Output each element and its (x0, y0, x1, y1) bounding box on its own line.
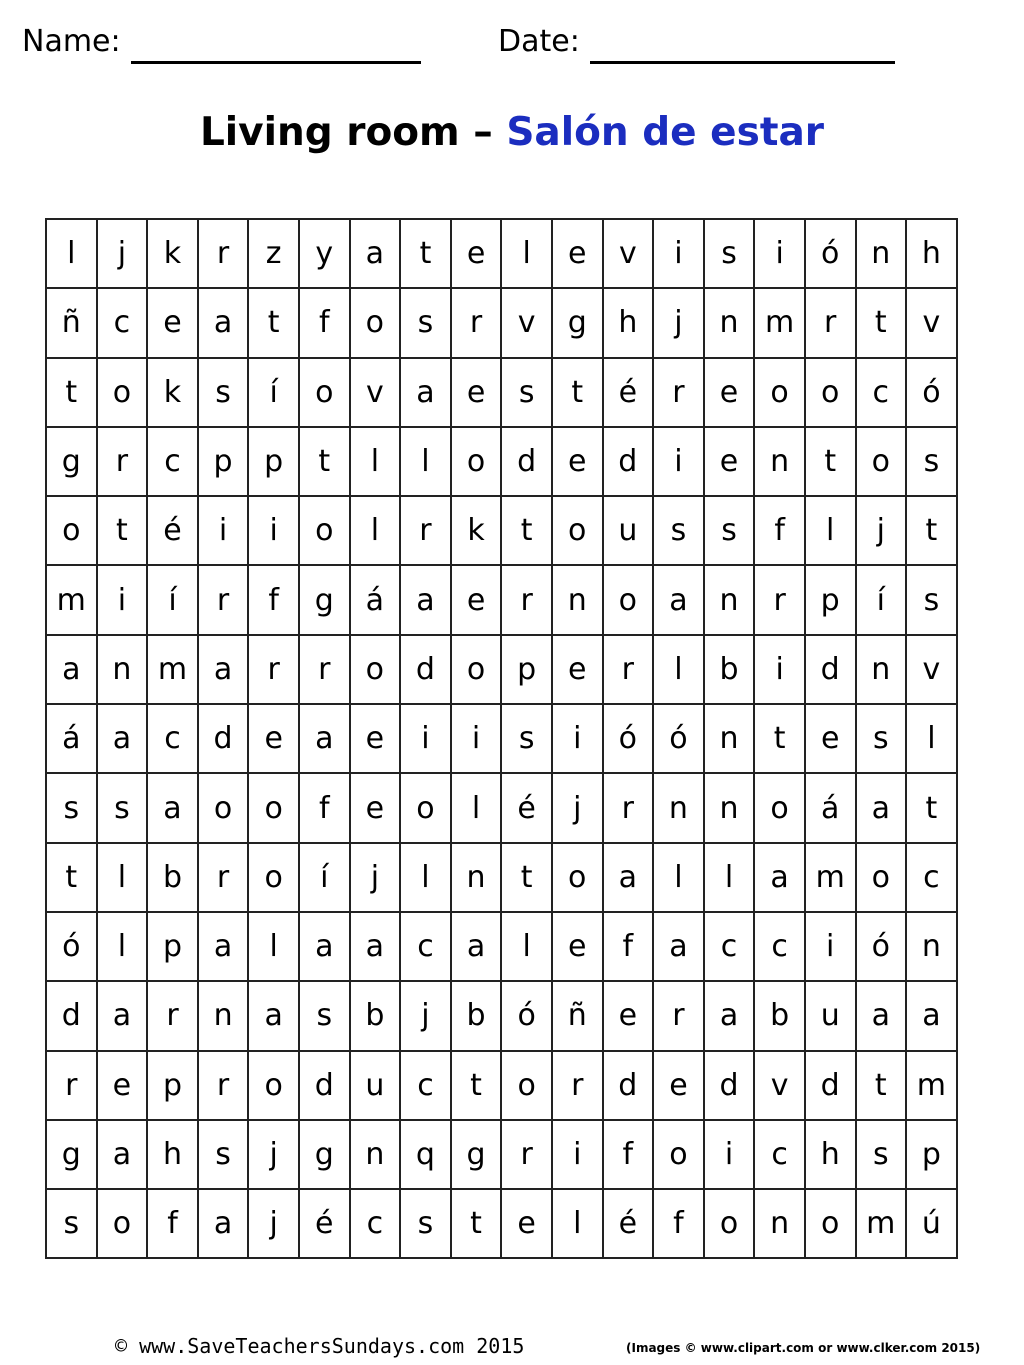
grid-cell[interactable]: r (552, 1051, 603, 1120)
grid-cell[interactable]: r (198, 843, 249, 912)
grid-cell[interactable]: r (501, 565, 552, 634)
grid-cell[interactable]: t (248, 288, 299, 357)
grid-cell[interactable]: o (552, 843, 603, 912)
grid-cell[interactable]: j (552, 773, 603, 842)
grid-cell[interactable]: o (97, 1189, 148, 1258)
grid-cell[interactable]: o (248, 1051, 299, 1120)
grid-cell[interactable]: t (97, 496, 148, 565)
grid-row (46, 981, 957, 1050)
name-blank-line[interactable] (131, 27, 421, 64)
grid-cell[interactable]: d (603, 1051, 654, 1120)
grid-cell[interactable]: s (653, 496, 704, 565)
grid-cell[interactable]: j (248, 1120, 299, 1189)
grid-cell[interactable]: o (248, 773, 299, 842)
grid-cell[interactable]: c (97, 288, 148, 357)
grid-cell[interactable]: m (805, 843, 856, 912)
grid-cell[interactable]: o (856, 843, 907, 912)
grid-cell[interactable]: o (754, 773, 805, 842)
grid-cell[interactable]: l (653, 843, 704, 912)
grid-cell[interactable]: c (400, 912, 451, 981)
grid-cell[interactable]: a (97, 981, 148, 1050)
grid-cell[interactable]: j (400, 981, 451, 1050)
name-label: Name: (22, 24, 121, 59)
images-credit: (Images © www.clipart.com or www.clker.com 2015) (626, 1341, 981, 1355)
grid-cell[interactable]: c (856, 358, 907, 427)
grid-cell[interactable]: l (451, 773, 502, 842)
date-label: Date: (498, 24, 580, 59)
grid-cell[interactable]: e (603, 981, 654, 1050)
grid-cell[interactable]: ñ (46, 288, 97, 357)
grid-row (46, 1051, 957, 1120)
grid-cell[interactable]: h (147, 1120, 198, 1189)
grid-row (46, 288, 957, 357)
grid-cell[interactable]: ó (46, 912, 97, 981)
grid-cell[interactable]: z (248, 219, 299, 288)
grid-cell[interactable]: e (147, 288, 198, 357)
grid-cell[interactable]: a (97, 704, 148, 773)
grid-row (46, 1120, 957, 1189)
grid-cell[interactable]: n (653, 773, 704, 842)
grid-cell[interactable]: r (198, 1051, 249, 1120)
grid-cell[interactable]: e (552, 912, 603, 981)
grid-cell[interactable]: d (400, 635, 451, 704)
grid-cell[interactable]: q (400, 1120, 451, 1189)
grid-cell[interactable]: i (552, 704, 603, 773)
grid-cell[interactable]: ó (906, 358, 957, 427)
grid-cell[interactable]: o (704, 1189, 755, 1258)
grid-cell[interactable]: v (906, 288, 957, 357)
grid-cell[interactable]: j (248, 1189, 299, 1258)
grid-cell[interactable]: i (451, 704, 502, 773)
grid-cell[interactable]: n (350, 1120, 401, 1189)
grid-cell[interactable]: c (147, 427, 198, 496)
grid-cell[interactable]: e (552, 635, 603, 704)
grid-cell[interactable]: c (754, 1120, 805, 1189)
grid-cell[interactable]: r (603, 773, 654, 842)
grid-cell[interactable]: t (856, 288, 907, 357)
grid-cell[interactable]: é (147, 496, 198, 565)
grid-cell[interactable]: k (147, 219, 198, 288)
grid-cell[interactable]: b (147, 843, 198, 912)
grid-cell[interactable]: n (97, 635, 148, 704)
grid-cell[interactable]: o (805, 358, 856, 427)
grid-cell[interactable]: a (603, 843, 654, 912)
grid-cell[interactable]: s (198, 358, 249, 427)
grid-cell[interactable]: n (754, 427, 805, 496)
grid-cell[interactable]: o (198, 773, 249, 842)
grid-row (46, 1189, 957, 1258)
grid-cell[interactable]: s (299, 981, 350, 1050)
grid-cell[interactable]: y (299, 219, 350, 288)
grid-cell[interactable]: o (856, 427, 907, 496)
grid-cell[interactable]: t (46, 843, 97, 912)
grid-cell[interactable]: r (501, 1120, 552, 1189)
grid-cell[interactable]: l (501, 912, 552, 981)
grid-cell[interactable]: a (299, 912, 350, 981)
grid-cell[interactable]: s (46, 773, 97, 842)
grid-row (46, 496, 957, 565)
worksheet-title (0, 106, 1024, 160)
grid-cell[interactable]: p (501, 635, 552, 704)
grid-cell[interactable]: í (856, 565, 907, 634)
grid-cell[interactable]: f (147, 1189, 198, 1258)
grid-cell[interactable]: b (704, 635, 755, 704)
grid-cell[interactable]: o (653, 1120, 704, 1189)
grid-cell[interactable]: í (299, 843, 350, 912)
grid-cell[interactable]: c (400, 1051, 451, 1120)
grid-cell[interactable]: r (400, 496, 451, 565)
grid-cell[interactable]: g (46, 427, 97, 496)
grid-cell[interactable]: u (350, 1051, 401, 1120)
grid-cell[interactable]: e (501, 1189, 552, 1258)
grid-cell[interactable]: o (97, 358, 148, 427)
grid-cell[interactable]: á (350, 565, 401, 634)
grid-row (46, 912, 957, 981)
grid-cell[interactable]: i (704, 1120, 755, 1189)
grid-cell[interactable]: a (653, 565, 704, 634)
grid-cell[interactable]: d (603, 427, 654, 496)
grid-cell[interactable]: n (704, 773, 755, 842)
grid-cell[interactable]: c (906, 843, 957, 912)
grid-cell[interactable]: i (400, 704, 451, 773)
grid-cell[interactable]: a (147, 773, 198, 842)
grid-cell[interactable]: r (147, 981, 198, 1050)
grid-cell[interactable]: d (299, 1051, 350, 1120)
grid-row (46, 704, 957, 773)
grid-cell[interactable]: e (552, 219, 603, 288)
grid-cell[interactable]: s (856, 704, 907, 773)
grid-cell[interactable]: l (400, 427, 451, 496)
grid-cell[interactable]: u (603, 496, 654, 565)
grid-cell[interactable]: i (552, 1120, 603, 1189)
grid-row (46, 635, 957, 704)
grid-cell[interactable]: f (299, 773, 350, 842)
grid-cell[interactable]: n (856, 635, 907, 704)
grid-cell[interactable]: o (451, 635, 502, 704)
grid-cell[interactable]: t (451, 1189, 502, 1258)
grid-cell[interactable]: n (451, 843, 502, 912)
grid-cell[interactable]: r (46, 1051, 97, 1120)
grid-cell[interactable]: s (400, 1189, 451, 1258)
grid-cell[interactable]: v (906, 635, 957, 704)
grid-cell[interactable]: r (653, 358, 704, 427)
grid-cell[interactable]: a (299, 704, 350, 773)
grid-cell[interactable]: d (501, 427, 552, 496)
grid-cell[interactable]: s (400, 288, 451, 357)
grid-cell[interactable]: n (754, 1189, 805, 1258)
grid-cell[interactable]: o (299, 496, 350, 565)
grid-cell[interactable]: r (805, 288, 856, 357)
grid-cell[interactable]: p (906, 1120, 957, 1189)
grid-cell[interactable]: é (501, 773, 552, 842)
grid-cell[interactable]: o (46, 496, 97, 565)
grid-cell[interactable]: o (805, 1189, 856, 1258)
grid-cell[interactable]: a (198, 635, 249, 704)
grid-cell[interactable]: e (653, 1051, 704, 1120)
grid-cell[interactable]: e (350, 704, 401, 773)
grid-cell[interactable]: ó (856, 912, 907, 981)
grid-cell[interactable]: e (451, 565, 502, 634)
grid-cell[interactable]: p (147, 912, 198, 981)
grid-cell[interactable]: e (248, 704, 299, 773)
grid-cell[interactable]: n (704, 565, 755, 634)
grid-cell[interactable]: a (198, 1189, 249, 1258)
grid-cell[interactable]: j (350, 843, 401, 912)
grid-cell[interactable]: ó (805, 219, 856, 288)
grid-cell[interactable]: l (248, 912, 299, 981)
grid-cell[interactable]: r (299, 635, 350, 704)
grid-cell[interactable]: b (350, 981, 401, 1050)
grid-cell[interactable]: é (603, 358, 654, 427)
grid-cell[interactable]: é (299, 1189, 350, 1258)
grid-cell[interactable]: i (754, 635, 805, 704)
grid-cell[interactable]: s (704, 219, 755, 288)
grid-cell[interactable]: s (501, 358, 552, 427)
grid-cell[interactable]: r (198, 219, 249, 288)
grid-cell[interactable]: t (451, 1051, 502, 1120)
grid-cell[interactable]: f (603, 912, 654, 981)
grid-cell[interactable]: ó (653, 704, 704, 773)
grid-cell[interactable]: c (704, 912, 755, 981)
grid-cell[interactable]: a (856, 773, 907, 842)
grid-cell[interactable]: r (248, 635, 299, 704)
grid-cell[interactable]: t (46, 358, 97, 427)
title-spanish: Salón de estar (506, 110, 825, 155)
grid-cell[interactable]: k (147, 358, 198, 427)
grid-cell[interactable]: v (501, 288, 552, 357)
grid-cell[interactable]: l (501, 219, 552, 288)
title-english: Living room (199, 110, 460, 155)
grid-cell[interactable]: f (299, 288, 350, 357)
grid-cell[interactable]: a (198, 912, 249, 981)
copyright-notice: © www.SaveTeachersSundays.com 2015 (115, 1334, 525, 1358)
grid-cell[interactable]: a (451, 912, 502, 981)
grid-cell[interactable]: t (501, 496, 552, 565)
grid-cell[interactable]: n (198, 981, 249, 1050)
grid-cell[interactable]: m (147, 635, 198, 704)
grid-cell[interactable]: v (350, 358, 401, 427)
grid-cell[interactable]: d (805, 1051, 856, 1120)
grid-cell[interactable]: t (552, 358, 603, 427)
grid-cell[interactable]: l (350, 496, 401, 565)
grid-cell[interactable]: s (97, 773, 148, 842)
grid-cell[interactable]: a (704, 981, 755, 1050)
grid-cell[interactable]: g (552, 288, 603, 357)
grid-cell[interactable]: d (704, 1051, 755, 1120)
grid-row (46, 773, 957, 842)
grid-cell[interactable]: e (451, 358, 502, 427)
grid-cell[interactable]: b (754, 981, 805, 1050)
grid-cell[interactable]: t (754, 704, 805, 773)
grid-cell[interactable]: a (97, 1120, 148, 1189)
grid-cell[interactable]: ñ (552, 981, 603, 1050)
grid-cell[interactable]: g (299, 1120, 350, 1189)
grid-cell[interactable]: l (552, 1189, 603, 1258)
grid-cell[interactable]: r (451, 288, 502, 357)
grid-cell[interactable]: a (653, 912, 704, 981)
grid-cell[interactable]: a (198, 288, 249, 357)
grid-cell[interactable]: b (451, 981, 502, 1050)
grid-cell[interactable]: n (704, 704, 755, 773)
grid-cell[interactable]: o (350, 288, 401, 357)
grid-cell[interactable]: l (653, 635, 704, 704)
grid-cell[interactable]: e (805, 704, 856, 773)
grid-cell[interactable]: r (754, 565, 805, 634)
grid-cell[interactable]: n (856, 219, 907, 288)
grid-cell[interactable]: a (754, 843, 805, 912)
grid-cell[interactable]: l (46, 219, 97, 288)
grid-cell[interactable]: d (46, 981, 97, 1050)
grid-cell[interactable]: l (805, 496, 856, 565)
grid-cell[interactable]: i (653, 219, 704, 288)
grid-cell[interactable]: o (754, 358, 805, 427)
grid-cell[interactable]: p (198, 427, 249, 496)
grid-cell[interactable]: l (906, 704, 957, 773)
date-blank-line[interactable] (590, 27, 895, 64)
grid-cell[interactable]: r (603, 635, 654, 704)
grid-cell[interactable]: m (856, 1189, 907, 1258)
grid-row (46, 219, 957, 288)
grid-cell[interactable]: g (451, 1120, 502, 1189)
grid-cell[interactable]: s (46, 1189, 97, 1258)
grid-cell[interactable]: i (653, 427, 704, 496)
grid-cell[interactable]: h (906, 219, 957, 288)
grid-cell[interactable]: i (754, 219, 805, 288)
grid-cell[interactable]: d (805, 635, 856, 704)
grid-cell[interactable]: l (350, 427, 401, 496)
grid-cell[interactable]: a (906, 981, 957, 1050)
grid-cell[interactable]: a (350, 912, 401, 981)
date-field[interactable] (498, 20, 895, 64)
title-separator: – (473, 110, 493, 155)
grid-cell[interactable]: á (46, 704, 97, 773)
grid-cell[interactable]: s (906, 565, 957, 634)
grid-cell[interactable]: e (704, 358, 755, 427)
grid-cell[interactable]: l (97, 912, 148, 981)
grid-cell[interactable]: t (501, 843, 552, 912)
grid-cell[interactable]: f (754, 496, 805, 565)
grid-cell[interactable]: ó (603, 704, 654, 773)
grid-cell[interactable]: v (603, 219, 654, 288)
grid-cell[interactable]: s (704, 496, 755, 565)
grid-cell[interactable]: g (46, 1120, 97, 1189)
grid-cell[interactable]: n (704, 288, 755, 357)
grid-cell[interactable]: e (451, 219, 502, 288)
grid-cell[interactable]: o (501, 1051, 552, 1120)
grid-cell[interactable]: t (906, 496, 957, 565)
grid-cell[interactable]: f (653, 1189, 704, 1258)
grid-cell[interactable]: h (805, 1120, 856, 1189)
word-search-grid (45, 218, 958, 1259)
grid-cell[interactable]: d (198, 704, 249, 773)
grid-row (46, 565, 957, 634)
name-field[interactable] (22, 20, 421, 64)
grid-cell[interactable]: o (552, 496, 603, 565)
grid-cell[interactable]: j (856, 496, 907, 565)
grid-cell[interactable]: u (805, 981, 856, 1050)
grid-cell[interactable]: m (906, 1051, 957, 1120)
grid-cell[interactable]: t (906, 773, 957, 842)
grid-row (46, 427, 957, 496)
word-search-grid-body (46, 219, 957, 1258)
grid-cell[interactable]: p (248, 427, 299, 496)
grid-cell[interactable]: m (754, 288, 805, 357)
grid-cell[interactable]: o (451, 427, 502, 496)
grid-cell[interactable]: c (350, 1189, 401, 1258)
grid-cell[interactable]: t (856, 1051, 907, 1120)
grid-cell[interactable]: í (147, 565, 198, 634)
grid-cell[interactable]: m (46, 565, 97, 634)
grid-cell[interactable]: c (754, 912, 805, 981)
grid-cell[interactable]: i (198, 496, 249, 565)
grid-cell[interactable]: g (299, 565, 350, 634)
grid-cell[interactable]: t (299, 427, 350, 496)
grid-cell[interactable]: a (400, 358, 451, 427)
grid-cell[interactable]: j (653, 288, 704, 357)
grid-cell[interactable]: a (400, 565, 451, 634)
grid-cell[interactable]: f (248, 565, 299, 634)
grid-row (46, 843, 957, 912)
grid-cell[interactable]: á (805, 773, 856, 842)
grid-cell[interactable]: s (856, 1120, 907, 1189)
grid-cell[interactable]: h (603, 288, 654, 357)
grid-cell[interactable]: o (248, 843, 299, 912)
grid-cell[interactable]: o (350, 635, 401, 704)
grid-cell[interactable]: i (248, 496, 299, 565)
grid-cell[interactable]: v (754, 1051, 805, 1120)
grid-cell[interactable]: s (501, 704, 552, 773)
grid-cell[interactable]: f (603, 1120, 654, 1189)
grid-cell[interactable]: a (248, 981, 299, 1050)
grid-cell[interactable]: t (805, 427, 856, 496)
grid-cell[interactable]: l (704, 843, 755, 912)
grid-cell[interactable]: í (248, 358, 299, 427)
grid-cell[interactable]: p (147, 1051, 198, 1120)
grid-cell[interactable]: r (653, 981, 704, 1050)
grid-cell[interactable]: k (451, 496, 502, 565)
grid-cell[interactable]: ú (906, 1189, 957, 1258)
grid-cell[interactable]: s (906, 427, 957, 496)
grid-cell[interactable]: a (350, 219, 401, 288)
grid-cell[interactable]: r (198, 565, 249, 634)
grid-cell[interactable]: o (299, 358, 350, 427)
grid-cell[interactable]: e (704, 427, 755, 496)
grid-cell[interactable]: e (97, 1051, 148, 1120)
grid-cell[interactable]: a (46, 635, 97, 704)
grid-cell[interactable]: t (400, 219, 451, 288)
grid-cell[interactable]: a (856, 981, 907, 1050)
grid-cell[interactable]: n (552, 565, 603, 634)
grid-cell[interactable]: o (603, 565, 654, 634)
grid-cell[interactable]: i (97, 565, 148, 634)
grid-cell[interactable]: ó (501, 981, 552, 1050)
grid-cell[interactable]: e (552, 427, 603, 496)
grid-cell[interactable]: n (906, 912, 957, 981)
grid-cell[interactable]: l (400, 843, 451, 912)
grid-cell[interactable]: p (805, 565, 856, 634)
grid-cell[interactable]: c (147, 704, 198, 773)
grid-cell[interactable]: i (805, 912, 856, 981)
grid-cell[interactable]: j (97, 219, 148, 288)
grid-cell[interactable]: s (198, 1120, 249, 1189)
grid-cell[interactable]: é (603, 1189, 654, 1258)
grid-cell[interactable]: o (400, 773, 451, 842)
grid-cell[interactable]: e (350, 773, 401, 842)
grid-row (46, 358, 957, 427)
grid-cell[interactable]: r (97, 427, 148, 496)
grid-cell[interactable]: l (97, 843, 148, 912)
